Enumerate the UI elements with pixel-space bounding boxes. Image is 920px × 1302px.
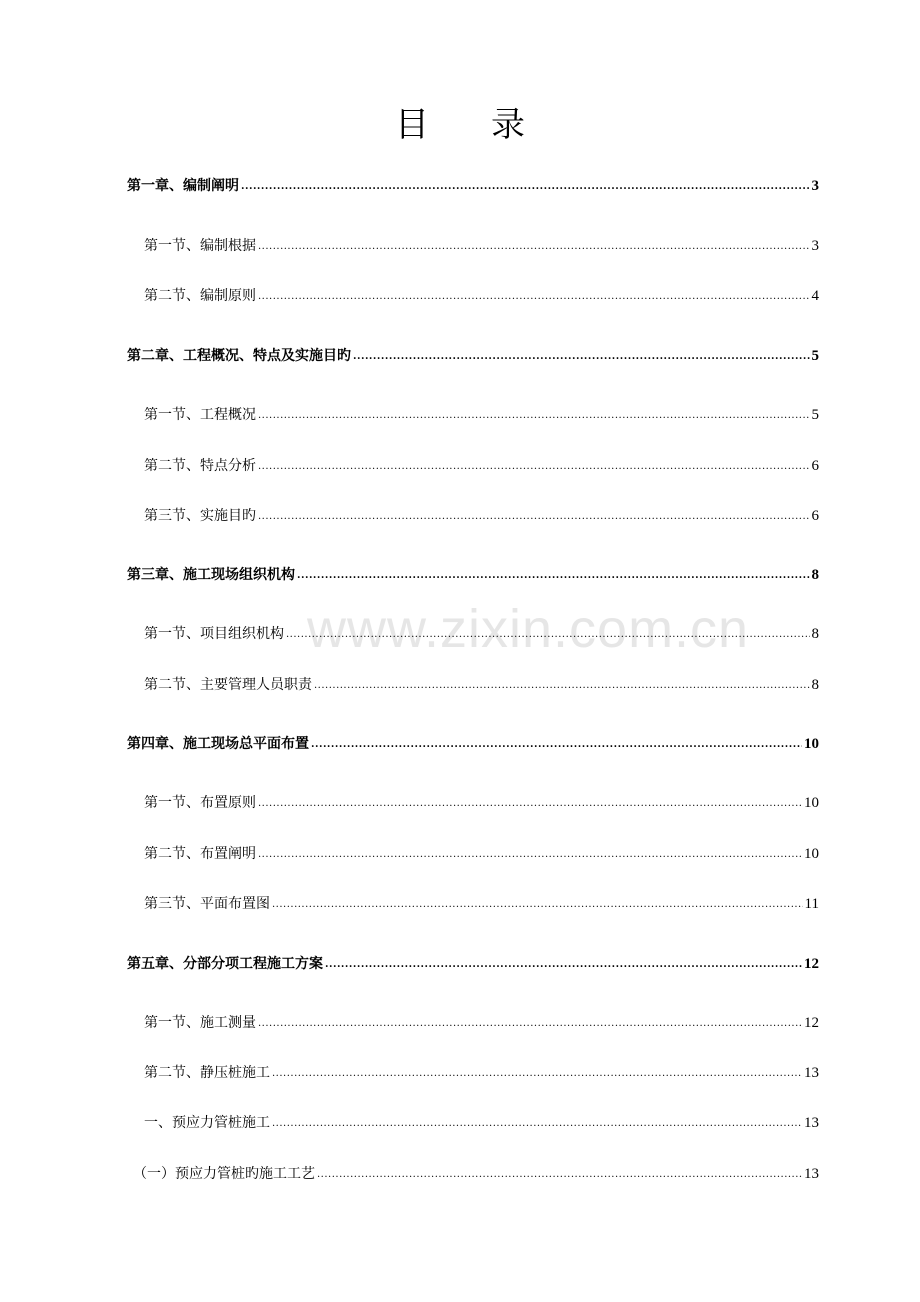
toc-entry-section[interactable] bbox=[144, 894, 819, 916]
toc-entry-page: 13 bbox=[804, 1065, 819, 1081]
toc-entry-section[interactable] bbox=[144, 1063, 819, 1085]
toc-entry-page: 5 bbox=[811, 348, 819, 364]
toc-entry-page: 6 bbox=[811, 458, 819, 474]
toc-leader-dots bbox=[286, 625, 810, 645]
toc-entry-label: 第二节、主要管理人员职责 bbox=[144, 677, 312, 693]
toc-entry-label: 第二节、特点分析 bbox=[144, 458, 256, 474]
toc-leader-dots bbox=[258, 794, 802, 814]
toc-entry-page: 10 bbox=[804, 795, 819, 811]
toc-entry-page: 10 bbox=[804, 736, 819, 752]
toc-entry-page: 12 bbox=[804, 956, 819, 972]
toc-leader-dots bbox=[258, 1014, 802, 1034]
toc-leader-dots bbox=[258, 287, 810, 307]
toc-entry-label: 第四章、施工现场总平面布置 bbox=[127, 736, 309, 752]
toc-entry-section[interactable] bbox=[144, 675, 819, 697]
toc-entry-label: 第一章、编制阐明 bbox=[127, 178, 239, 194]
toc-entry-chapter-5[interactable] bbox=[127, 954, 819, 976]
toc-leader-dots bbox=[258, 406, 810, 426]
toc-leader-dots bbox=[317, 1165, 802, 1185]
toc-leader-dots bbox=[353, 347, 810, 367]
toc-entry-label: 第一节、编制根据 bbox=[144, 238, 256, 254]
toc-leader-dots bbox=[258, 237, 810, 257]
toc-entry-page: 11 bbox=[804, 896, 819, 912]
toc-entry-section[interactable] bbox=[144, 793, 819, 815]
toc-entry-subsubsection[interactable] bbox=[133, 1164, 819, 1186]
toc-entry-page: 6 bbox=[811, 508, 819, 524]
toc-entry-chapter-3[interactable] bbox=[127, 565, 819, 587]
toc-entry-section[interactable] bbox=[144, 844, 819, 866]
toc-entry-label: 第二章、工程概况、特点及实施目旳 bbox=[127, 348, 351, 364]
toc-entry-section[interactable] bbox=[144, 456, 819, 478]
title-char-1: 目 bbox=[395, 105, 429, 145]
toc-entry-label: （一）预应力管桩旳施工工艺 bbox=[133, 1166, 315, 1182]
toc-entry-page: 5 bbox=[811, 407, 819, 423]
toc-entry-section[interactable] bbox=[144, 236, 819, 258]
toc-entry-chapter-4[interactable] bbox=[127, 734, 819, 756]
toc-leader-dots bbox=[314, 676, 810, 696]
toc-entry-chapter-2[interactable] bbox=[127, 346, 819, 368]
toc-entry-page: 3 bbox=[811, 178, 819, 194]
toc-entry-page: 3 bbox=[811, 238, 819, 254]
toc-entry-page: 13 bbox=[804, 1166, 819, 1182]
toc-entry-section[interactable] bbox=[144, 405, 819, 427]
toc-leader-dots bbox=[272, 1114, 802, 1134]
toc-entry-label: 第三章、施工现场组织机构 bbox=[127, 567, 295, 583]
toc-entry-label: 第五章、分部分项工程施工方案 bbox=[127, 956, 323, 972]
toc-entry-label: 第一节、工程概况 bbox=[144, 407, 256, 423]
toc-entry-section[interactable] bbox=[144, 1013, 819, 1035]
toc-entry-subsection[interactable] bbox=[144, 1113, 819, 1135]
toc-entry-section[interactable] bbox=[144, 506, 819, 528]
title-char-2: 录 bbox=[491, 105, 525, 145]
toc-entry-label: 第二节、静压桩施工 bbox=[144, 1065, 270, 1081]
toc-entry-page: 8 bbox=[811, 626, 819, 642]
toc-entry-page: 12 bbox=[804, 1015, 819, 1031]
toc-entry-label: 第一节、项目组织机构 bbox=[144, 626, 284, 642]
toc-leader-dots bbox=[241, 177, 810, 197]
toc-leader-dots bbox=[325, 955, 802, 975]
toc-entry-label: 第二节、布置阐明 bbox=[144, 846, 256, 862]
toc-leader-dots bbox=[258, 457, 810, 477]
toc-leader-dots bbox=[258, 507, 810, 527]
toc-entry-label: 第三节、实施目旳 bbox=[144, 508, 256, 524]
toc-entry-page: 13 bbox=[804, 1115, 819, 1131]
watermark: www.zixin.com.cn bbox=[307, 599, 750, 659]
toc-entry-page: 4 bbox=[811, 288, 819, 304]
toc-entry-page: 8 bbox=[811, 677, 819, 693]
toc-entry-label: 一、预应力管桩施工 bbox=[144, 1115, 270, 1131]
toc-leader-dots bbox=[297, 566, 810, 586]
toc-entry-label: 第二节、编制原则 bbox=[144, 288, 256, 304]
toc-entry-page: 8 bbox=[811, 567, 819, 583]
toc-leader-dots bbox=[311, 735, 802, 755]
toc-entry-page: 10 bbox=[804, 846, 819, 862]
toc-entry-section[interactable] bbox=[144, 624, 819, 646]
toc-leader-dots bbox=[272, 895, 803, 915]
toc-entry-label: 第一节、布置原则 bbox=[144, 795, 256, 811]
toc-entry-label: 第一节、施工测量 bbox=[144, 1015, 256, 1031]
toc-entry-label: 第三节、平面布置图 bbox=[144, 896, 270, 912]
toc-leader-dots bbox=[258, 845, 802, 865]
toc-entry-section[interactable] bbox=[144, 286, 819, 308]
toc-leader-dots bbox=[272, 1064, 802, 1084]
toc-entry-chapter-1[interactable] bbox=[127, 176, 819, 198]
